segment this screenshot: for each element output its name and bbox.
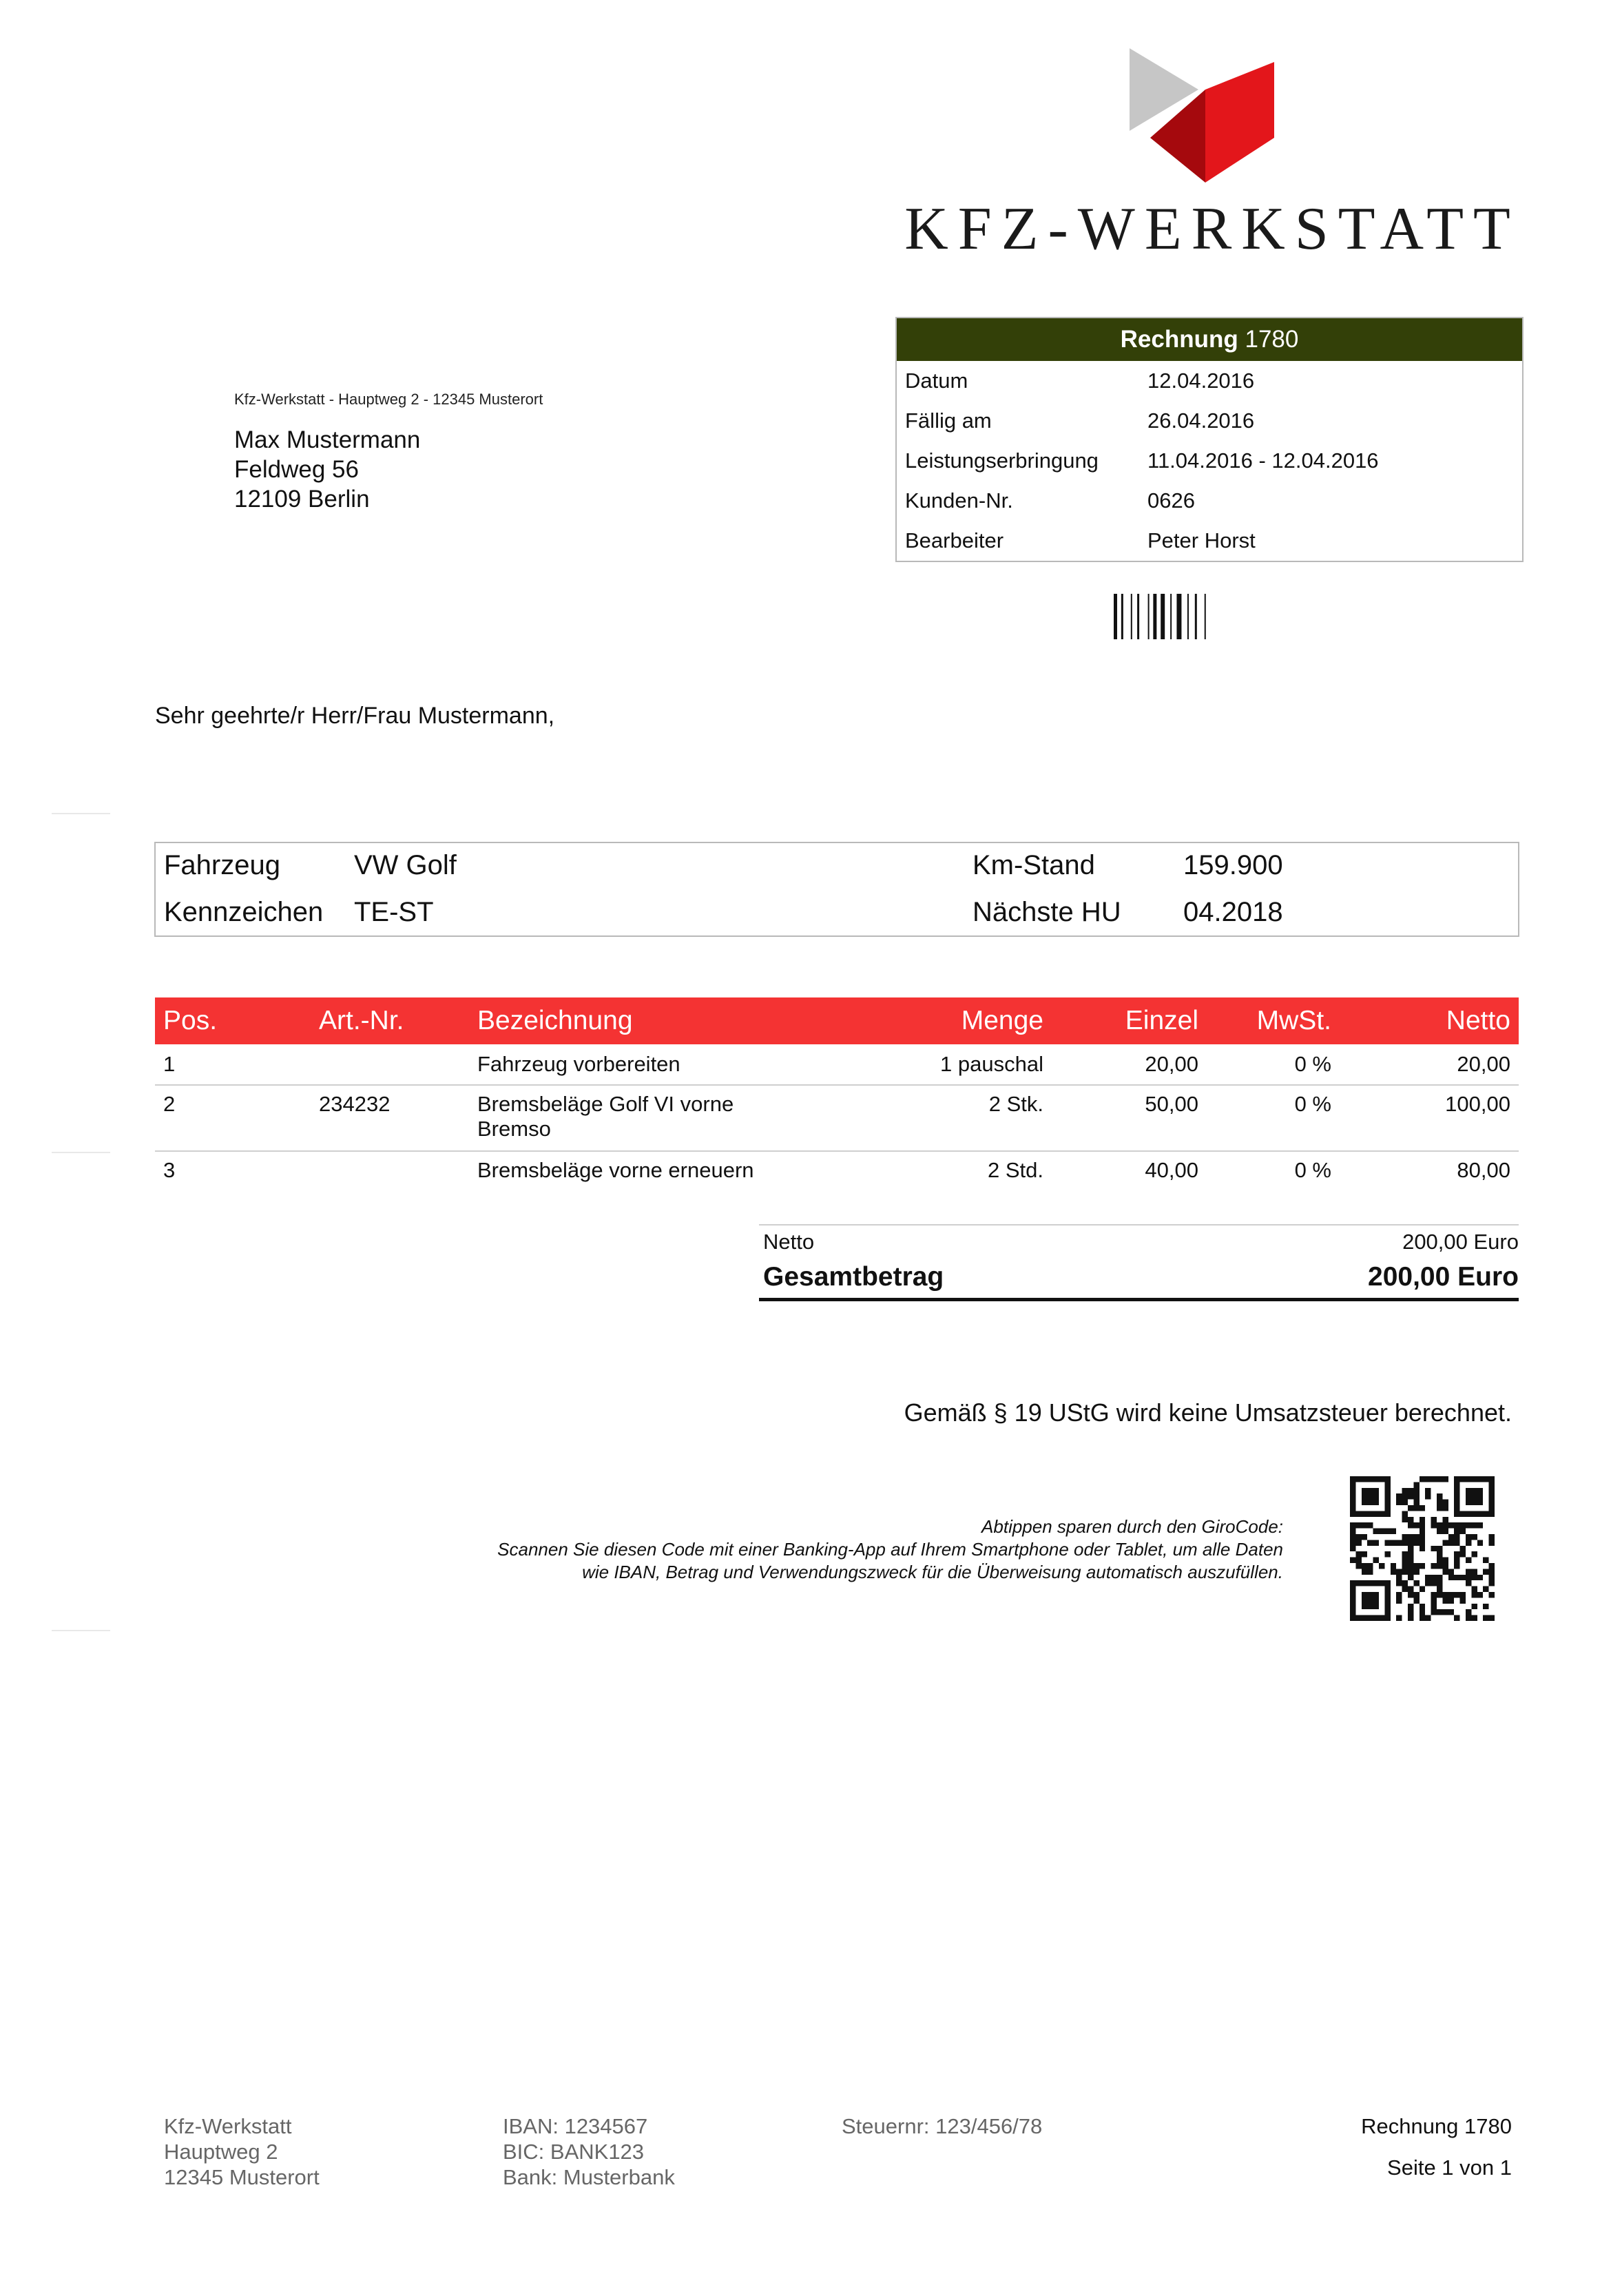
cell-einzel: 40,00 (1145, 1158, 1198, 1182)
mileage-value: 159.900 (1183, 850, 1283, 880)
footer-bic: BIC: BANK123 (503, 2140, 645, 2164)
fold-mark (52, 813, 110, 814)
col-header-einzel: Einzel (1125, 1006, 1198, 1035)
totals-underline (759, 1298, 1519, 1301)
grand-total-label: Gesamtbetrag (763, 1262, 944, 1292)
cell-mwst: 0 % (1294, 1052, 1331, 1076)
col-header-mwst: MwSt. (1256, 1006, 1331, 1035)
invoice-info-box (895, 317, 1524, 562)
cell-mwst: 0 % (1294, 1092, 1331, 1116)
cell-einzel: 50,00 (1145, 1092, 1198, 1116)
cell-art-nr: 234232 (319, 1092, 391, 1116)
col-header-art-nr: Art.-Nr. (319, 1006, 404, 1035)
next-inspection-value: 04.2018 (1183, 897, 1283, 927)
footer-page-number: Seite 1 von 1 (1387, 2155, 1512, 2180)
info-label: Bearbeiter (905, 528, 1004, 552)
col-header-menge: Menge (961, 1006, 1043, 1035)
next-inspection-label: Nächste HU (973, 897, 1121, 927)
qr-code-icon (1350, 1476, 1495, 1621)
recipient-name: Max Mustermann (234, 426, 421, 453)
footer-city: 12345 Musterort (164, 2165, 320, 2189)
footer-iban: IBAN: 1234567 (503, 2114, 648, 2138)
footer-street: Hauptweg 2 (164, 2140, 278, 2164)
vehicle-value: VW Golf (354, 850, 457, 880)
table-row (155, 1152, 1519, 1185)
mileage-label: Km-Stand (973, 850, 1095, 880)
footer-tax-number: Steuernr: 123/456/78 (842, 2114, 1043, 2138)
vehicle-info-box (154, 842, 1519, 937)
salutation: Sehr geehrte/r Herr/Frau Mustermann, (155, 703, 555, 729)
col-header-bezeichnung: Bezeichnung (477, 1006, 633, 1035)
cell-pos: 1 (163, 1052, 176, 1076)
company-logo-text: KFZ-WERKSTATT (904, 196, 1520, 262)
cell-menge: 2 Std. (988, 1158, 1043, 1182)
cell-menge: 1 pauschal (940, 1052, 1043, 1076)
footer-bank: Bank: Musterbank (503, 2165, 675, 2189)
cell-mwst: 0 % (1294, 1158, 1331, 1182)
footer-company: Kfz-Werkstatt (164, 2114, 292, 2138)
barcode-icon (1114, 594, 1307, 639)
recipient-street: Feldweg 56 (234, 456, 359, 483)
info-label: Kunden-Nr. (905, 488, 1013, 513)
info-label: Datum (905, 369, 968, 393)
invoice-title (897, 318, 1522, 361)
col-header-pos: Pos. (163, 1006, 218, 1035)
sender-address-line: Kfz-Werkstatt - Hauptweg 2 - 12345 Musterort (234, 391, 543, 408)
cell-bezeichnung: Fahrzeug vorbereiten (477, 1052, 680, 1076)
cell-bezeichnung: Bremsbeläge Golf VI vorne (477, 1092, 734, 1116)
table-row (155, 1044, 1519, 1086)
fold-mark (52, 1152, 110, 1153)
plate-value: TE-ST (354, 897, 434, 927)
cell-bezeichnung: Bremsbeläge vorne erneuern (477, 1158, 754, 1182)
cell-netto: 20,00 (1457, 1052, 1510, 1076)
netto-total-label: Netto (763, 1230, 815, 1254)
cell-netto: 80,00 (1457, 1158, 1510, 1182)
info-value: 26.04.2016 (1147, 408, 1255, 433)
netto-total-value: 200,00 Euro (1402, 1230, 1519, 1254)
col-header-netto: Netto (1446, 1006, 1510, 1035)
cell-pos: 3 (163, 1158, 176, 1182)
fold-mark (52, 1630, 110, 1631)
info-value: Peter Horst (1147, 528, 1256, 552)
cell-bezeichnung-line2: Bremso (477, 1117, 551, 1141)
vehicle-label: Fahrzeug (164, 850, 280, 880)
info-value: 11.04.2016 - 12.04.2016 (1147, 448, 1379, 473)
plate-label: Kennzeichen (164, 897, 324, 927)
cell-pos: 2 (163, 1092, 176, 1116)
info-label: Fällig am (905, 408, 992, 433)
footer-bank-block (503, 2113, 675, 2190)
cell-netto: 100,00 (1445, 1092, 1510, 1116)
info-value: 12.04.2016 (1147, 369, 1255, 393)
cell-einzel: 20,00 (1145, 1052, 1198, 1076)
cell-menge: 2 Stk. (988, 1092, 1043, 1116)
girocode-line: wie IBAN, Betrag und Verwendungszweck für die Überweisung automatisch auszufüllen. (582, 1562, 1283, 1582)
girocode-instructions (275, 1516, 1283, 1584)
invoice-number: 1780 (1245, 326, 1299, 353)
recipient-city: 12109 Berlin (234, 486, 370, 513)
info-label: Leistungserbringung (905, 448, 1099, 473)
girocode-line: Scannen Sie diesen Code mit einer Banking-App auf Ihrem Smartphone oder Tablet, um alle Daten (497, 1539, 1283, 1560)
footer-invoice-number: Rechnung 1780 (1361, 2114, 1512, 2138)
footer-company-block (164, 2113, 320, 2190)
items-table-header (155, 997, 1519, 1044)
info-value: 0626 (1147, 488, 1195, 513)
recipient-address (234, 425, 420, 514)
table-row (155, 1086, 1519, 1152)
company-logo-mark (1130, 48, 1281, 186)
grand-total-value: 200,00 Euro (1368, 1262, 1519, 1292)
invoice-title-label: Rechnung (1120, 326, 1238, 353)
girocode-line: Abtippen sparen durch den GiroCode: (981, 1516, 1283, 1537)
tax-exemption-note: Gemäß § 19 UStG wird keine Umsatzsteuer berechnet. (904, 1398, 1512, 1427)
totals-divider (759, 1224, 1519, 1225)
